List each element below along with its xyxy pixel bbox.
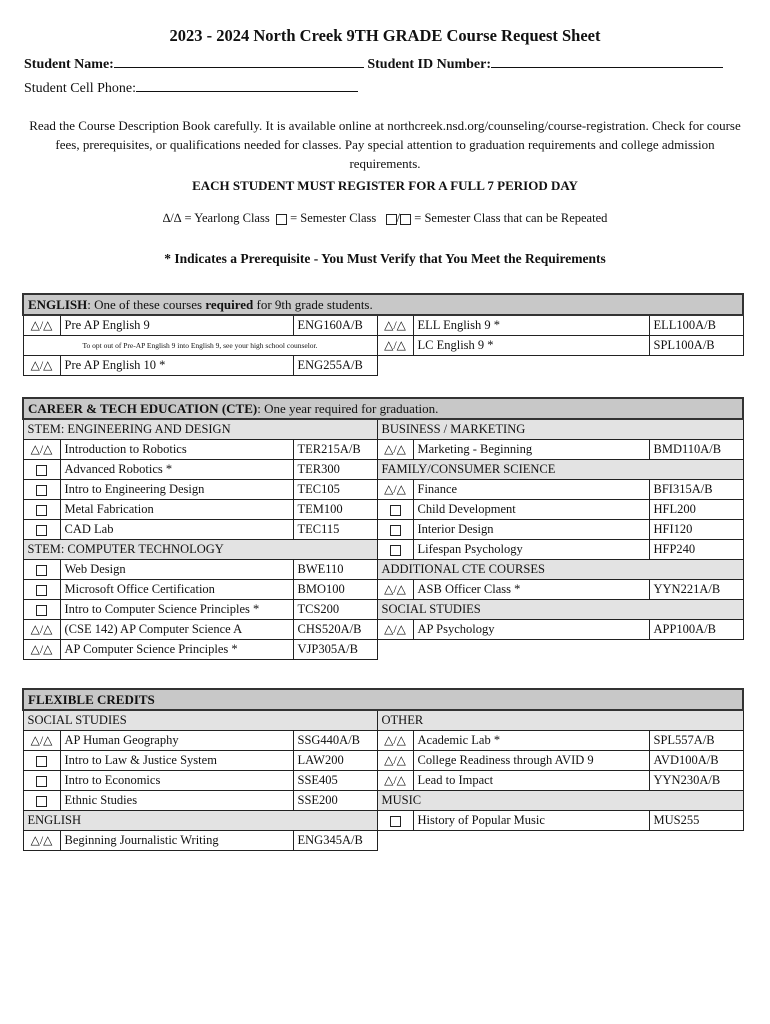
student-id-label: Student ID Number: bbox=[367, 57, 492, 72]
course-name: LC English 9 * bbox=[413, 336, 649, 356]
yearlong-checkbox[interactable]: △/△ bbox=[377, 620, 413, 640]
flex-table bbox=[22, 688, 744, 851]
semester-checkbox bbox=[36, 776, 47, 787]
course-name: AP Computer Science Principles * bbox=[60, 640, 293, 660]
course-code: YYN230A/B bbox=[649, 771, 743, 791]
semester-checkbox bbox=[390, 505, 401, 516]
stem-computer-heading: STEM: COMPUTER TECHNOLOGY bbox=[23, 540, 377, 560]
cte-header: CAREER & TECH EDUCATION (CTE): One year required for graduation. bbox=[23, 398, 743, 419]
course-code: TER215A/B bbox=[293, 440, 377, 460]
course-name: AP Human Geography bbox=[60, 731, 293, 751]
course-name: Pre AP English 9 bbox=[60, 315, 293, 336]
semester-checkbox bbox=[36, 525, 47, 536]
course-name: Academic Lab * bbox=[413, 731, 649, 751]
family-heading: FAMILY/CONSUMER SCIENCE bbox=[377, 460, 743, 480]
course-name: Metal Fabrication bbox=[60, 500, 293, 520]
checkbox-cell[interactable] bbox=[23, 520, 60, 540]
semester-checkbox-icon bbox=[276, 214, 287, 225]
course-name: History of Popular Music bbox=[413, 811, 649, 831]
course-name: Lead to Impact bbox=[413, 771, 649, 791]
course-name: Finance bbox=[413, 480, 649, 500]
semester-checkbox bbox=[390, 816, 401, 827]
table-row bbox=[23, 460, 743, 480]
table-row bbox=[23, 580, 743, 600]
repeat-label: = Semester Class that can be Repeated bbox=[414, 211, 608, 225]
course-code: TEC115 bbox=[293, 520, 377, 540]
checkbox-cell[interactable] bbox=[377, 500, 413, 520]
course-name: Lifespan Psychology bbox=[413, 540, 649, 560]
checkbox-cell bbox=[377, 640, 743, 660]
checkbox-cell[interactable] bbox=[23, 600, 60, 620]
yearlong-checkbox[interactable]: △/△ bbox=[377, 751, 413, 771]
student-name-field[interactable] bbox=[114, 54, 364, 68]
business-heading: BUSINESS / MARKETING bbox=[377, 419, 743, 440]
checkbox-cell bbox=[377, 356, 743, 376]
table-row bbox=[23, 315, 743, 336]
course-name: Intro to Economics bbox=[60, 771, 293, 791]
checkbox-cell[interactable] bbox=[377, 520, 413, 540]
course-code: YYN221A/B bbox=[649, 580, 743, 600]
flex-header: FLEXIBLE CREDITS bbox=[23, 689, 743, 710]
yearlong-checkbox[interactable]: △/△ bbox=[23, 356, 60, 376]
course-name: Intro to Law & Justice System bbox=[60, 751, 293, 771]
course-name: ASB Officer Class * bbox=[413, 580, 649, 600]
checkbox-cell[interactable] bbox=[23, 460, 60, 480]
course-code: HFI120 bbox=[649, 520, 743, 540]
course-name: Intro to Computer Science Principles * bbox=[60, 600, 293, 620]
course-code: CHS520A/B bbox=[293, 620, 377, 640]
course-name: CAD Lab bbox=[60, 520, 293, 540]
must-register-note: EACH STUDENT MUST REGISTER FOR A FULL 7 PERIOD DAY bbox=[192, 178, 578, 193]
checkbox-cell[interactable] bbox=[377, 811, 413, 831]
course-name: Intro to Engineering Design bbox=[60, 480, 293, 500]
course-code: BMO100 bbox=[293, 580, 377, 600]
table-row bbox=[23, 440, 743, 460]
semester-checkbox bbox=[36, 505, 47, 516]
flex-social-heading: SOCIAL STUDIES bbox=[23, 710, 377, 731]
table-row bbox=[23, 771, 743, 791]
course-code: APP100A/B bbox=[649, 620, 743, 640]
semester-label: = Semester Class bbox=[290, 211, 377, 225]
semester-checkbox bbox=[390, 525, 401, 536]
table-row bbox=[23, 620, 743, 640]
music-heading: MUSIC bbox=[377, 791, 743, 811]
table-row bbox=[23, 600, 743, 620]
course-code: SSE200 bbox=[293, 791, 377, 811]
course-code: SSG440A/B bbox=[293, 731, 377, 751]
course-name: Advanced Robotics * bbox=[60, 460, 293, 480]
course-code: SPL100A/B bbox=[649, 336, 743, 356]
checkbox-cell[interactable] bbox=[23, 751, 60, 771]
course-code: ENG160A/B bbox=[293, 315, 377, 336]
course-name: Beginning Journalistic Writing bbox=[60, 831, 293, 851]
student-cell-row bbox=[24, 78, 358, 97]
additional-cte-heading: ADDITIONAL CTE COURSES bbox=[377, 560, 743, 580]
yearlong-checkbox[interactable]: △/△ bbox=[377, 440, 413, 460]
checkbox-cell[interactable] bbox=[23, 580, 60, 600]
table-row bbox=[23, 540, 743, 560]
course-code: BWE110 bbox=[293, 560, 377, 580]
course-code: SSE405 bbox=[293, 771, 377, 791]
table-row bbox=[23, 791, 743, 811]
yearlong-label: = Yearlong Class bbox=[184, 211, 270, 225]
checkbox-cell[interactable] bbox=[23, 771, 60, 791]
semester-checkbox bbox=[36, 565, 47, 576]
course-code: BFI315A/B bbox=[649, 480, 743, 500]
intro-paragraph: Read the Course Description Book carefully. It is available online at northcreek.nsd.org/counseling/course-registration. Check for course fees, prerequisites, or qualifications needed for classes. Pay special attention to graduation requirements and college admission requirements. bbox=[29, 118, 741, 171]
semester-checkbox bbox=[36, 605, 47, 616]
table-row bbox=[23, 831, 743, 851]
stem-engineering-heading: STEM: ENGINEERING AND DESIGN bbox=[23, 419, 377, 440]
yearlong-checkbox[interactable]: △/△ bbox=[23, 440, 60, 460]
course-name: Pre AP English 10 * bbox=[60, 356, 293, 376]
course-code: TCS200 bbox=[293, 600, 377, 620]
yearlong-icon: ∆/∆ bbox=[162, 211, 182, 225]
course-code: TEC105 bbox=[293, 480, 377, 500]
cte-table bbox=[22, 397, 744, 660]
checkbox-cell[interactable] bbox=[23, 500, 60, 520]
repeat-checkbox-icon bbox=[386, 214, 397, 225]
student-id-field[interactable] bbox=[491, 54, 723, 68]
yearlong-checkbox[interactable]: △/△ bbox=[23, 640, 60, 660]
course-code: ENG255A/B bbox=[293, 356, 377, 376]
yearlong-checkbox[interactable]: △/△ bbox=[23, 731, 60, 751]
english-header: ENGLISH: One of these courses required for 9th grade students. bbox=[23, 294, 743, 315]
course-code: AVD100A/B bbox=[649, 751, 743, 771]
table-row bbox=[23, 811, 743, 831]
english-table bbox=[22, 293, 744, 376]
course-code: LAW200 bbox=[293, 751, 377, 771]
course-code: TER300 bbox=[293, 460, 377, 480]
semester-checkbox bbox=[36, 796, 47, 807]
symbol-legend: ∆/∆ = Yearlong Class = Semester Class / = Semester Class that can be Repeated bbox=[162, 211, 608, 225]
course-code: HFP240 bbox=[649, 540, 743, 560]
course-code: ELL100A/B bbox=[649, 315, 743, 336]
page-title: 2023 - 2024 North Creek 9TH GRADE Course Request Sheet bbox=[169, 26, 601, 45]
table-row bbox=[23, 640, 743, 660]
social-studies-heading: SOCIAL STUDIES bbox=[377, 600, 743, 620]
course-name: Child Development bbox=[413, 500, 649, 520]
course-name: Web Design bbox=[60, 560, 293, 580]
flex-english-heading: ENGLISH bbox=[23, 811, 377, 831]
course-name: Ethnic Studies bbox=[60, 791, 293, 811]
semester-checkbox bbox=[36, 465, 47, 476]
flex-other-heading: OTHER bbox=[377, 710, 743, 731]
course-name: (CSE 142) AP Computer Science A bbox=[60, 620, 293, 640]
table-row bbox=[23, 751, 743, 771]
table-row bbox=[23, 336, 743, 356]
student-name-row bbox=[24, 54, 723, 73]
student-name-label: Student Name: bbox=[24, 57, 114, 72]
checkbox-cell[interactable] bbox=[23, 480, 60, 500]
yearlong-checkbox[interactable]: △/△ bbox=[377, 336, 413, 356]
course-name: AP Psychology bbox=[413, 620, 649, 640]
table-row bbox=[23, 560, 743, 580]
yearlong-checkbox[interactable]: △/△ bbox=[23, 315, 60, 336]
semester-checkbox bbox=[390, 545, 401, 556]
semester-checkbox bbox=[36, 756, 47, 767]
course-code: ENG345A/B bbox=[293, 831, 377, 851]
prerequisite-note: * Indicates a Prerequisite - You Must Verify that You Meet the Requirements bbox=[164, 251, 606, 266]
semester-checkbox bbox=[36, 585, 47, 596]
yearlong-checkbox[interactable]: △/△ bbox=[377, 580, 413, 600]
repeat-checkbox-icon bbox=[400, 214, 411, 225]
checkbox-cell[interactable] bbox=[377, 540, 413, 560]
course-name: Microsoft Office Certification bbox=[60, 580, 293, 600]
opt-out-note: To opt out of Pre-AP English 9 into English 9, see your high school counselor. bbox=[23, 336, 377, 356]
table-row bbox=[23, 500, 743, 520]
table-row bbox=[23, 731, 743, 751]
course-name: Interior Design bbox=[413, 520, 649, 540]
student-cell-label: Student Cell Phone: bbox=[24, 81, 136, 96]
student-cell-field[interactable] bbox=[136, 78, 358, 92]
checkbox-cell[interactable] bbox=[23, 560, 60, 580]
course-name: ELL English 9 * bbox=[413, 315, 649, 336]
course-code: HFL200 bbox=[649, 500, 743, 520]
course-code: BMD110A/B bbox=[649, 440, 743, 460]
table-row bbox=[23, 356, 743, 376]
yearlong-checkbox[interactable]: △/△ bbox=[377, 315, 413, 336]
semester-checkbox bbox=[36, 485, 47, 496]
course-code: VJP305A/B bbox=[293, 640, 377, 660]
course-name: Marketing - Beginning bbox=[413, 440, 649, 460]
yearlong-checkbox[interactable]: △/△ bbox=[377, 480, 413, 500]
yearlong-checkbox[interactable]: △/△ bbox=[377, 771, 413, 791]
table-row bbox=[23, 480, 743, 500]
checkbox-cell bbox=[377, 831, 743, 851]
course-name: Introduction to Robotics bbox=[60, 440, 293, 460]
course-code: MUS255 bbox=[649, 811, 743, 831]
yearlong-checkbox[interactable]: △/△ bbox=[23, 831, 60, 851]
yearlong-checkbox[interactable]: △/△ bbox=[377, 731, 413, 751]
checkbox-cell[interactable] bbox=[23, 791, 60, 811]
yearlong-checkbox[interactable]: △/△ bbox=[23, 620, 60, 640]
course-code: SPL557A/B bbox=[649, 731, 743, 751]
course-code: TEM100 bbox=[293, 500, 377, 520]
table-row bbox=[23, 520, 743, 540]
course-name: College Readiness through AVID 9 bbox=[413, 751, 649, 771]
